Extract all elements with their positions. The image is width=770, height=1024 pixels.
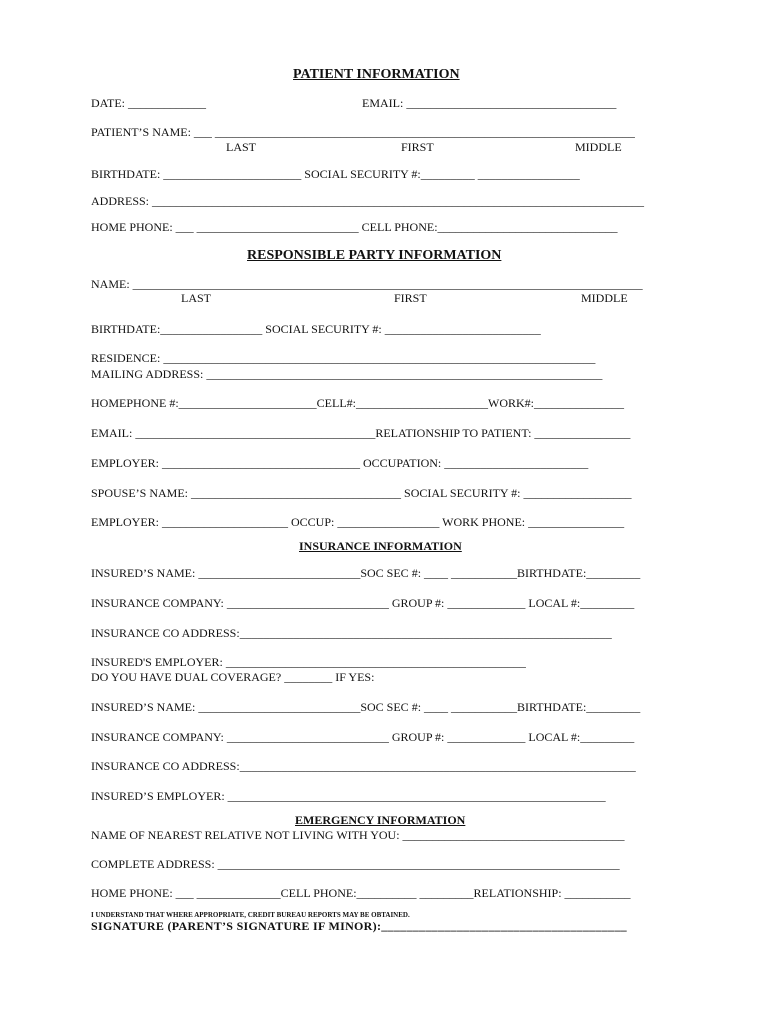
date-field[interactable]: DATE: _____________	[91, 96, 206, 110]
dual-coverage-field[interactable]: DO YOU HAVE DUAL COVERAGE? ________ IF YES:	[91, 670, 375, 684]
rp-name-first-label: FIRST	[394, 291, 427, 305]
insured1-name-field[interactable]: INSURED’S NAME: ___________________________SOC SEC #: ____ ___________BIRTHDATE:_________	[91, 566, 641, 580]
insurance2-company-field[interactable]: INSURANCE COMPANY: ___________________________ GROUP #: _____________ LOCAL #:_________	[91, 730, 635, 744]
rp-email-relationship-field[interactable]: EMAIL: ________________________________________RELATIONSHIP TO PATIENT: ________________	[91, 426, 631, 440]
credit-report-notice: I UNDERSTAND THAT WHERE APPROPRIATE, CREDIT BUREAU REPORTS MAY BE OBTAINED.	[91, 911, 410, 919]
insured2-name-field[interactable]: INSURED’S NAME: ___________________________SOC SEC #: ____ ___________BIRTHDATE:_________	[91, 700, 641, 714]
insurance1-company-field[interactable]: INSURANCE COMPANY: ___________________________ GROUP #: _____________ LOCAL #:_________	[91, 596, 635, 610]
insurance2-address-field[interactable]: INSURANCE CO ADDRESS:__________________________________________________________________	[91, 759, 636, 773]
signature-field[interactable]: SIGNATURE (PARENT’S SIGNATURE IF MINOR):_______________________________________	[91, 919, 627, 933]
emergency-info-title: EMERGENCY INFORMATION	[295, 813, 466, 827]
rp-name-middle-label: MIDDLE	[581, 291, 628, 305]
insured2-employer-field[interactable]: INSURED’S EMPLOYER: _______________________________________________________________	[91, 789, 606, 803]
rp-birthdate-ssn-field[interactable]: BIRTHDATE:_________________ SOCIAL SECURITY #: __________________________	[91, 322, 541, 336]
address-field[interactable]: ADDRESS: __________________________________________________________________________________	[91, 194, 645, 208]
patient-name-field[interactable]: PATIENT’S NAME: ___ ______________________________________________________________________	[91, 125, 635, 139]
emergency-phone-fields[interactable]: HOME PHONE: ___ ______________CELL PHONE:__________ _________RELATIONSHIP: ___________	[91, 886, 631, 900]
rp-spouse-field[interactable]: SPOUSE’S NAME: ___________________________________ SOCIAL SECURITY #: __________________	[91, 486, 632, 500]
patient-info-title: PATIENT INFORMATION	[293, 67, 460, 82]
email-field[interactable]: EMAIL: ___________________________________	[362, 96, 617, 110]
insured1-employer-field[interactable]: INSURED'S EMPLOYER: __________________________________________________	[91, 655, 526, 669]
rp-mailing-field[interactable]: MAILING ADDRESS: __________________________________________________________________	[91, 367, 603, 381]
rp-phone-fields[interactable]: HOMEPHONE #:_______________________CELL#:______________________WORK#:_______________	[91, 396, 624, 410]
name-middle-label: MIDDLE	[575, 140, 622, 154]
complete-address-field[interactable]: COMPLETE ADDRESS: ___________________________________________________________________	[91, 857, 620, 871]
rp-employer-workphone-field[interactable]: EMPLOYER: _____________________ OCCUP: _________________ WORK PHONE: ________________	[91, 515, 625, 529]
phone-fields[interactable]: HOME PHONE: ___ ___________________________ CELL PHONE:______________________________	[91, 220, 618, 234]
insurance1-address-field[interactable]: INSURANCE CO ADDRESS:______________________________________________________________	[91, 626, 612, 640]
rp-name-field[interactable]: NAME: _____________________________________________________________________________________	[91, 277, 643, 291]
rp-employer-occupation-field[interactable]: EMPLOYER: _________________________________ OCCUPATION: ________________________	[91, 456, 589, 470]
name-first-label: FIRST	[401, 140, 434, 154]
insurance-info-title: INSURANCE INFORMATION	[299, 539, 462, 553]
rp-residence-field[interactable]: RESIDENCE: ________________________________________________________________________	[91, 351, 596, 365]
birthdate-ssn-field[interactable]: BIRTHDATE: _______________________ SOCIAL SECURITY #:_________ _________________	[91, 167, 580, 181]
responsible-party-title: RESPONSIBLE PARTY INFORMATION	[247, 248, 502, 263]
rp-name-last-label: LAST	[181, 291, 211, 305]
nearest-relative-field[interactable]: NAME OF NEAREST RELATIVE NOT LIVING WITH YOU: _____________________________________	[91, 828, 625, 842]
name-last-label: LAST	[226, 140, 256, 154]
